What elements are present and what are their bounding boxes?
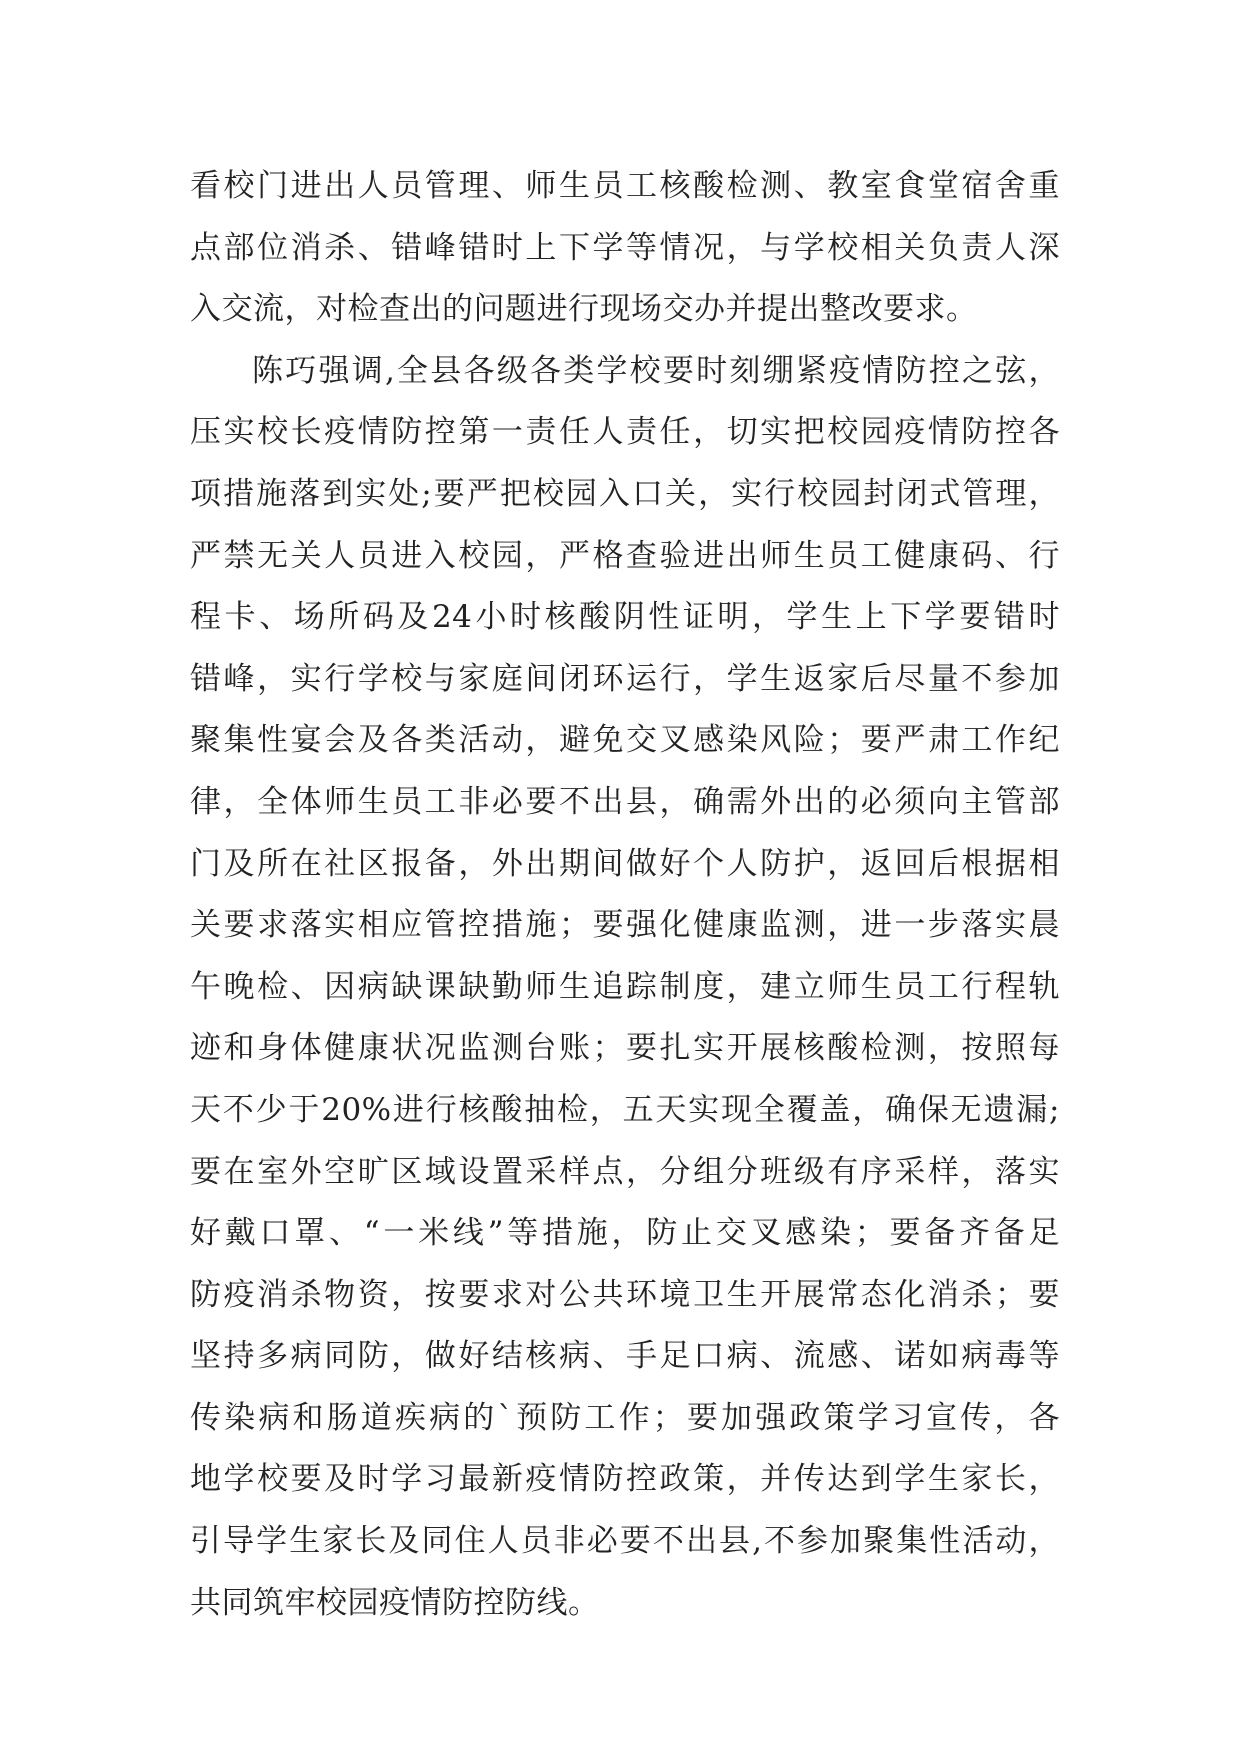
text-line: 好戴口罩、“一米线”等措施，防止交叉感染；要备齐备足 — [190, 1215, 1060, 1252]
text-line: 压实校长疫情防控第一责任人责任，切实把校园疫情防控各 — [190, 414, 1060, 451]
text-line: 入交流，对检查出的问题进行现场交办并提出整改要求。 — [190, 291, 978, 328]
text-line: 点部位消杀、错峰错时上下学等情况，与学校相关负责人深 — [190, 229, 1060, 266]
text-line: 律，全体师生员工非必要不出县，确需外出的必须向主管部 — [190, 783, 1060, 820]
text-line: 迹和身体健康状况监测台账；要扎实开展核酸检测，按照每 — [190, 1030, 1060, 1067]
text-line: 门及所在社区报备，外出期间做好个人防护，返回后根据相 — [190, 845, 1060, 882]
text-line: 严禁无关人员进入校园，严格查验进出师生员工健康码、行 — [190, 537, 1060, 574]
text-line: 引导学生家长及同住人员非必要不出县,不参加聚集性活动， — [190, 1523, 1060, 1560]
text-line: 天不少于20%进行核酸抽检，五天实现全覆盖，确保无遗漏; — [190, 1091, 1060, 1128]
text-line: 防疫消杀物资，按要求对公共环境卫生开展常态化消杀；要 — [190, 1276, 1060, 1313]
text-line: 坚持多病同防，做好结核病、手足口病、流感、诺如病毒等 — [190, 1338, 1060, 1375]
text-line: 聚集性宴会及各类活动，避免交叉感染风险；要严肃工作纪 — [190, 722, 1060, 759]
text-line: 项措施落到实处;要严把校园入口关，实行校园封闭式管理， — [190, 475, 1060, 512]
text-line: 地学校要及时学习最新疫情防控政策，并传达到学生家长， — [190, 1461, 1060, 1498]
text-line: 程卡、场所码及24小时核酸阴性证明，学生上下学要错时 — [190, 599, 1060, 636]
text-line: 午晚检、因病缺课缺勤师生追踪制度，建立师生员工行程轨 — [190, 968, 1060, 1005]
text-line: 要在室外空旷区域设置采样点，分组分班级有序采样，落实 — [190, 1153, 1060, 1190]
text-line: 关要求落实相应管控措施；要强化健康监测，进一步落实晨 — [190, 907, 1060, 944]
text-line: 传染病和肠道疾病的`预防工作；要加强政策学习宣传，各 — [190, 1399, 1060, 1436]
text-line: 共同筑牢校园疫情防控防线。 — [190, 1584, 600, 1621]
text-line: 错峰，实行学校与家庭间闭环运行，学生返家后尽量不参加 — [190, 660, 1060, 697]
paragraph-start-line: 陈巧强调,全县各级各类学校要时刻绷紧疫情防控之弦， — [252, 352, 1060, 389]
body-text — [190, 156, 1060, 1634]
text-line: 看校门进出人员管理、师生员工核酸检测、教室食堂宿舍重 — [190, 168, 1060, 204]
